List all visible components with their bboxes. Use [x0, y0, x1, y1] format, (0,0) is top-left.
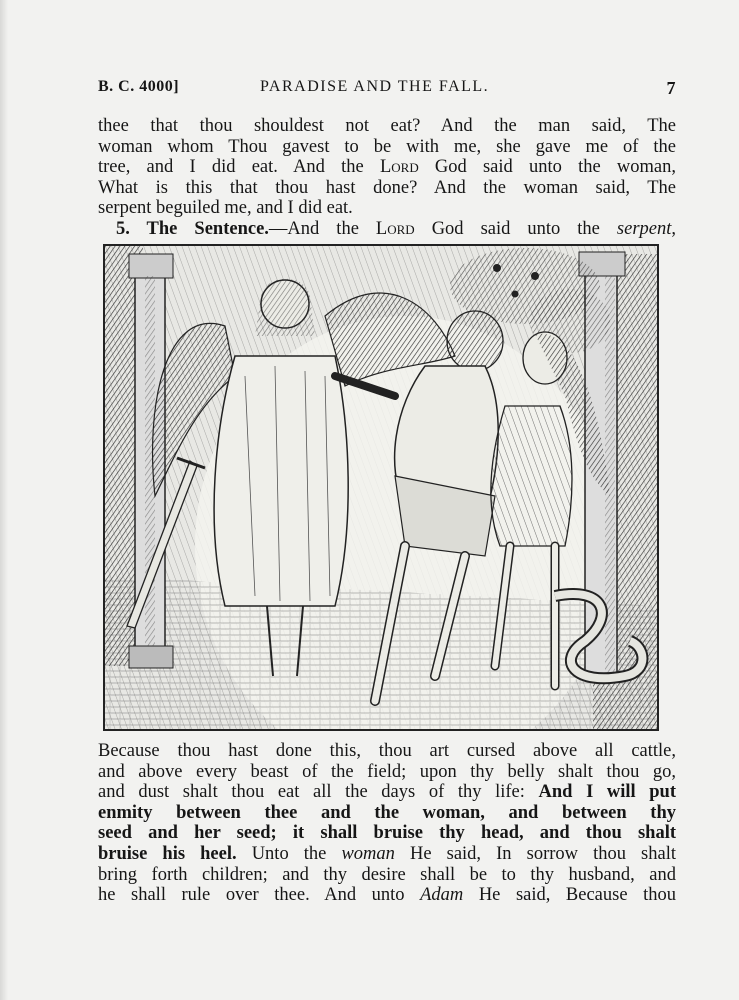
text-span: Unto the: [236, 843, 342, 864]
text-line: bring forth children; and thy desire shall be to thy husband, and: [98, 864, 676, 885]
text-span: ,: [671, 218, 676, 239]
header-title: PARADISE AND THE FALL.: [260, 78, 490, 95]
engraving-expulsion-from-eden: [103, 244, 659, 731]
bold-span: And I will put: [538, 782, 677, 803]
woman-italic: woman: [341, 843, 395, 864]
text-line: and above every beast of the field; upon thy belly shalt thou go,: [98, 761, 676, 782]
page-number: 7: [666, 78, 676, 98]
text-line: thee that thou shouldest not eat? And the man said, The: [98, 116, 676, 136]
text-span: God said unto the: [414, 218, 617, 239]
section-heading: 5. The Sentence.: [116, 218, 269, 239]
text-span: God said unto the woman,: [418, 157, 676, 178]
bottom-paragraph: [98, 741, 676, 906]
text-line: woman whom Thou gavest to be with me, she gave me of the: [98, 136, 676, 157]
text-line: Because thou hast done this, thou art cursed above all cattle,: [98, 741, 676, 761]
text-line: serpent beguiled me, and I did eat.: [98, 198, 353, 219]
top-paragraph: [98, 116, 676, 240]
section-heading-line: [98, 219, 676, 240]
text-line: [98, 844, 676, 865]
text-line: [98, 885, 676, 906]
text-span: He said, Because thou: [463, 885, 677, 906]
text-span: tree, and I did eat. And the: [98, 157, 380, 178]
engraving-drawing: [105, 246, 657, 729]
text-span: he shall rule over thee. And unto: [98, 885, 421, 906]
bold-span: bruise his heel.: [98, 843, 237, 864]
adam-italic: Adam: [420, 885, 464, 906]
text-span: and dust shalt thou eat all the days of thy life:: [98, 782, 539, 803]
lord-smallcaps: Lord: [375, 218, 415, 239]
page-edge: [0, 0, 8, 1000]
running-header: [98, 78, 676, 102]
lord-smallcaps: Lord: [379, 157, 419, 178]
text-line-bold: seed and her seed; it shall bruise thy head, and thou shalt: [98, 823, 676, 844]
serpent-italic: serpent: [616, 218, 672, 239]
text-span: —And the: [268, 218, 376, 239]
text-span: He said, In sorrow thou shalt: [394, 843, 676, 864]
header-date: B. C. 4000]: [98, 78, 180, 95]
text-line-bold: enmity between thee and the woman, and between thy: [98, 802, 676, 823]
text-line: [98, 157, 676, 178]
text-line: [98, 782, 676, 803]
text-line: What is this that thou hast done? And the woman said, The: [98, 177, 676, 198]
